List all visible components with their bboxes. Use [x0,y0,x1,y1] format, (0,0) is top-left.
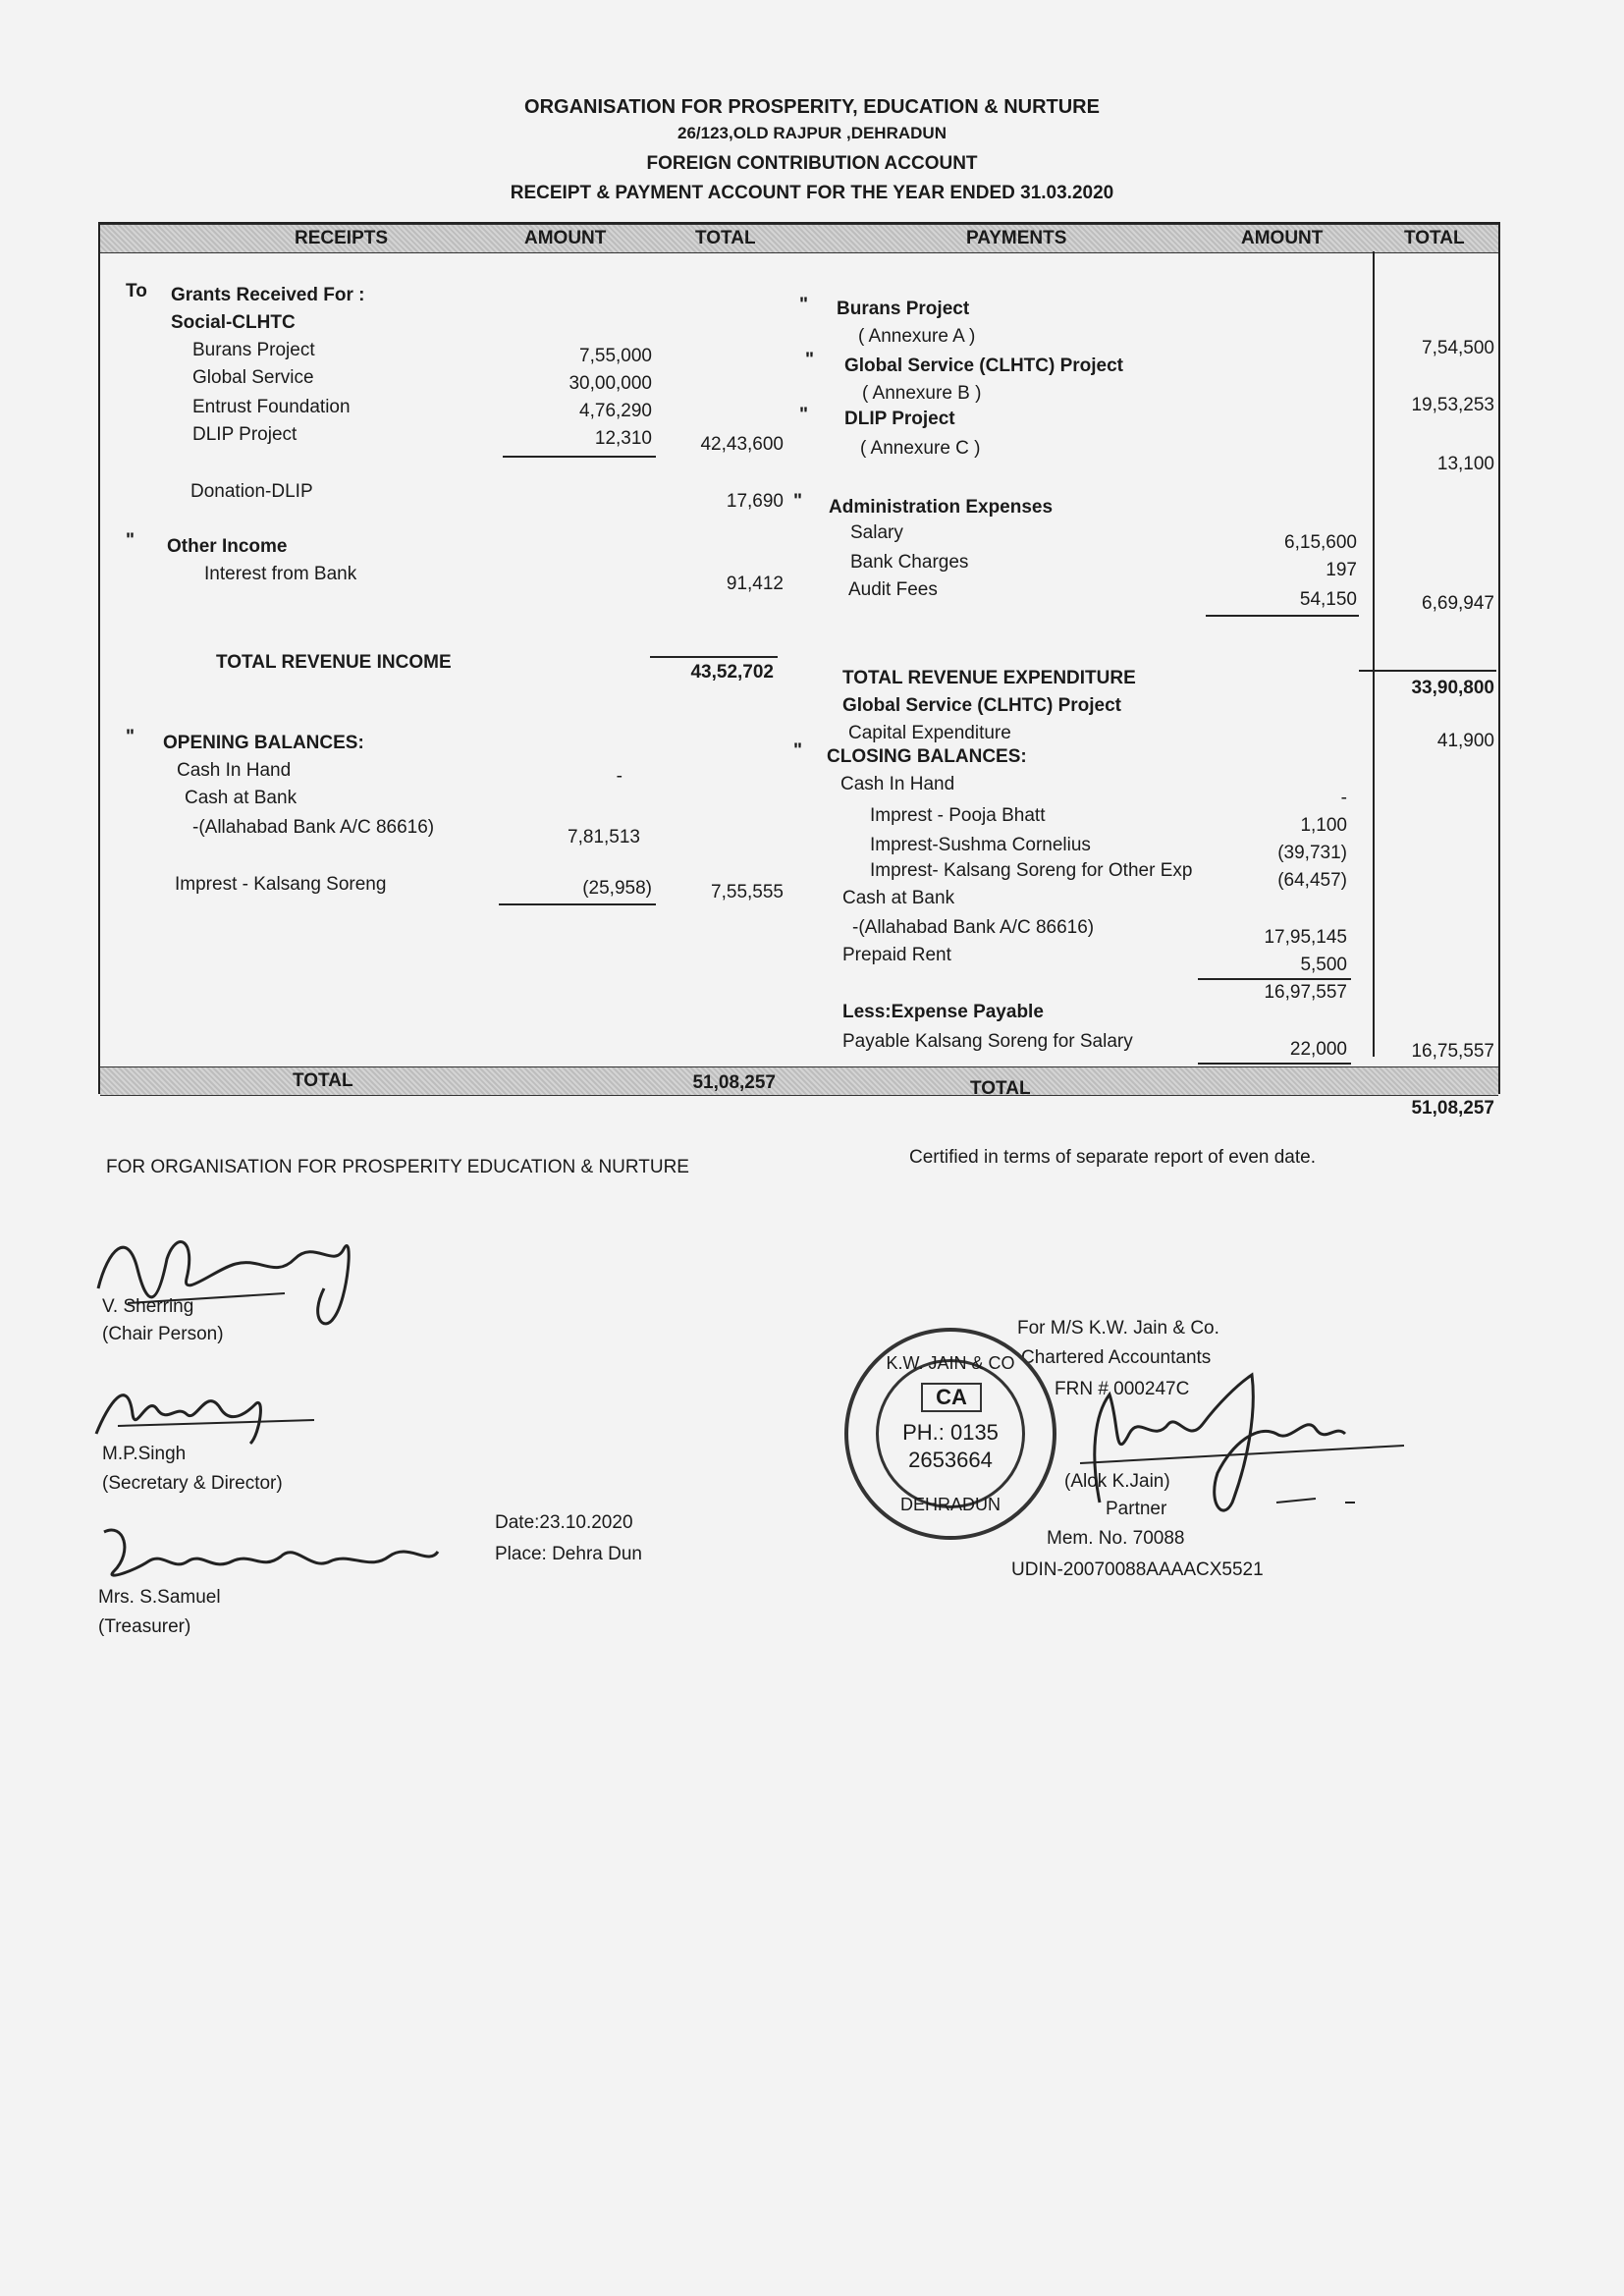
receipt-payment-table [98,222,1500,1119]
p-global-total: 19,53,253 [1411,395,1494,415]
stamp-phone: PH.: 0135 [902,1420,999,1445]
p-buran: Burans Project [837,299,970,319]
p-allahabad: -(Allahabad Bank A/C 86616) [852,917,1095,938]
sig2-name: M.P.Singh [102,1444,187,1464]
quote-mark: " [805,350,815,370]
p-imprest-sushma-amt: (39,731) [1277,843,1347,863]
underline [650,656,778,658]
sig3-role: (Treasurer) [98,1616,191,1637]
quote-mark: " [126,727,135,747]
quote-mark: " [799,295,809,315]
r-total-revenue-income-amt: 43,52,702 [690,662,774,683]
p-salary: Salary [850,522,903,543]
place: Place: Dehra Dun [495,1544,642,1564]
r-allahabad: -(Allahabad Bank A/C 86616) [192,817,435,838]
r-cash-at-bank: Cash at Bank [185,788,298,808]
p-audit-amt: 54,150 [1299,589,1357,610]
for-organisation: FOR ORGANISATION FOR PROSPERITY EDUCATION & NURTURE [106,1157,689,1177]
p-capital-amt: 41,900 [1436,731,1494,751]
r-interest: Interest from Bank [204,564,357,584]
auditor-frn: FRN # 000247C [1055,1379,1190,1399]
partner-title: Partner [1106,1499,1167,1519]
udin: UDIN-20070088AAAACX5521 [1011,1559,1264,1580]
p-capital: Capital Expenditure [848,723,1011,743]
underline [1359,670,1496,672]
sig2-role: (Secretary & Director) [102,1473,283,1494]
col-total-2: TOTAL [1404,228,1465,248]
r-donation: Donation-DLIP [190,481,313,502]
p-imprest-kalsang-amt: (64,457) [1277,870,1347,891]
quote-mark: " [793,491,803,512]
stamp-bottom-text: DEHRADUN [899,1495,1001,1514]
p-admin: Administration Expenses [829,497,1054,518]
r-global-amt: 30,00,000 [568,373,652,394]
p-bank-charges-amt: 197 [1326,560,1357,580]
signature-singh [88,1365,324,1453]
p-payable: Payable Kalsang Soreng for Salary [842,1031,1133,1052]
p-global-capital: Global Service (CLHTC) Project [842,695,1122,716]
auditor-stamp [844,1328,1056,1540]
underline [1206,615,1359,617]
r-grants-total: 42,43,600 [700,434,784,455]
p-total-rev-exp-amt: 33,90,800 [1411,678,1494,698]
org-name: ORGANISATION FOR PROSPERITY, EDUCATION & NURTURE [524,96,1100,118]
r-buran: Burans Project [192,340,315,360]
p-imprest-pooja: Imprest - Pooja Bhatt [870,805,1046,826]
r-cash-in-hand: Cash In Hand [177,760,292,781]
r-donation-total: 17,690 [726,491,784,512]
col-amount-2: AMOUNT [1241,228,1324,248]
p-closing-total: 16,75,557 [1411,1041,1494,1062]
p-audit: Audit Fees [848,579,938,600]
partner-name: (Alok K.Jain) [1064,1471,1170,1492]
r-imprest-kalsang: Imprest - Kalsang Soreng [175,874,387,895]
signature-sherring [88,1210,383,1338]
p-prepaid-amt: 5,500 [1300,955,1347,975]
p-payable-amt: 22,000 [1289,1039,1347,1060]
p-cash-in-hand: Cash In Hand [840,774,955,794]
p-admin-total: 6,69,947 [1422,593,1494,614]
p-cash-in-hand-amt: - [1340,788,1347,808]
membership-no: Mem. No. 70088 [1047,1528,1185,1549]
sig1-role: (Chair Person) [102,1324,224,1344]
account-title: FOREIGN CONTRIBUTION ACCOUNT [646,153,978,174]
p-cash-at-bank: Cash at Bank [842,888,955,908]
underline [1198,1063,1351,1065]
p-allahabad-amt: 17,95,145 [1264,927,1347,948]
total-label-left: TOTAL [293,1070,353,1091]
r-buran-amt: 7,55,000 [579,346,652,366]
p-global: Global Service (CLHTC) Project [844,355,1124,376]
org-address: 26/123,OLD RAJPUR ,DEHRADUN [677,124,947,142]
sig1-name: V. Sherring [102,1296,194,1317]
auditor-ca: Chartered Accountants [1021,1347,1212,1368]
p-imprest-sushma: Imprest-Sushma Cornelius [870,835,1091,855]
r-global: Global Service [192,367,314,388]
social-clhtc: Social-CLHTC [171,312,296,333]
col-total: TOTAL [695,228,756,248]
r-interest-total: 91,412 [726,574,784,594]
p-annex-b: ( Annexure B ) [862,383,982,404]
p-buran-total: 7,54,500 [1422,338,1494,358]
p-imprest-kalsang: Imprest- Kalsang Soreng for Other Exp [870,860,1193,881]
total-amt-right: 51,08,257 [1411,1098,1494,1119]
underline [499,903,656,905]
stamp-top-text: K.W. JAIN & CO [886,1353,1015,1373]
total-label-right: TOTAL [970,1078,1031,1099]
total-amt-left: 51,08,257 [692,1072,776,1093]
r-total-revenue-income: TOTAL REVENUE INCOME [216,652,452,673]
stamp-number: 2653664 [908,1448,993,1472]
p-salary-amt: 6,15,600 [1284,532,1357,553]
to-label: To [126,281,147,301]
r-imprest-kalsang-amt: (25,958) [582,878,652,899]
p-total-rev-exp: TOTAL REVENUE EXPENDITURE [842,668,1136,688]
r-entrust-amt: 4,76,290 [579,401,652,421]
p-subtotal: 16,97,557 [1264,982,1347,1003]
certified-note: Certified in terms of separate report of even date. [909,1147,1316,1168]
quote-mark: " [793,740,803,761]
p-closing-balances: CLOSING BALANCES: [827,746,1027,767]
p-bank-charges: Bank Charges [850,552,969,573]
r-opening-total: 7,55,555 [711,882,784,902]
p-imprest-pooja-amt: 1,100 [1300,815,1347,836]
r-other-income: Other Income [167,536,288,557]
p-prepaid: Prepaid Rent [842,945,951,965]
col-payments: PAYMENTS [966,228,1067,248]
quote-mark: " [799,405,809,425]
underline [503,456,656,458]
r-entrust: Entrust Foundation [192,397,351,417]
statement-title: RECEIPT & PAYMENT ACCOUNT FOR THE YEAR ENDED 31.03.2020 [510,183,1114,203]
col-amount: AMOUNT [524,228,607,248]
quote-mark: " [126,530,135,551]
r-opening-balances: OPENING BALANCES: [163,733,364,753]
r-dlip: DLIP Project [192,424,298,445]
p-annex-c: ( Annexure C ) [860,438,981,459]
p-dlip-total: 13,100 [1436,454,1494,474]
date: Date:23.10.2020 [495,1512,633,1533]
auditor-firm: For M/S K.W. Jain & Co. [1017,1318,1219,1339]
r-cash-in-hand-amt: - [616,766,623,787]
grants-heading: Grants Received For : [171,285,365,305]
p-dlip: DLIP Project [844,409,955,429]
ca-logo-icon: CA [921,1383,982,1412]
sig3-name: Mrs. S.Samuel [98,1587,221,1608]
signature-samuel [94,1512,448,1591]
p-less-expense-payable: Less:Expense Payable [842,1002,1044,1022]
underline [1198,978,1351,980]
col-receipts: RECEIPTS [295,228,389,248]
r-dlip-amt: 12,310 [594,428,652,449]
p-annex-a: ( Annexure A ) [858,326,976,347]
r-allahabad-amt: 7,81,513 [568,827,640,847]
right-column-divider [1373,251,1375,1057]
